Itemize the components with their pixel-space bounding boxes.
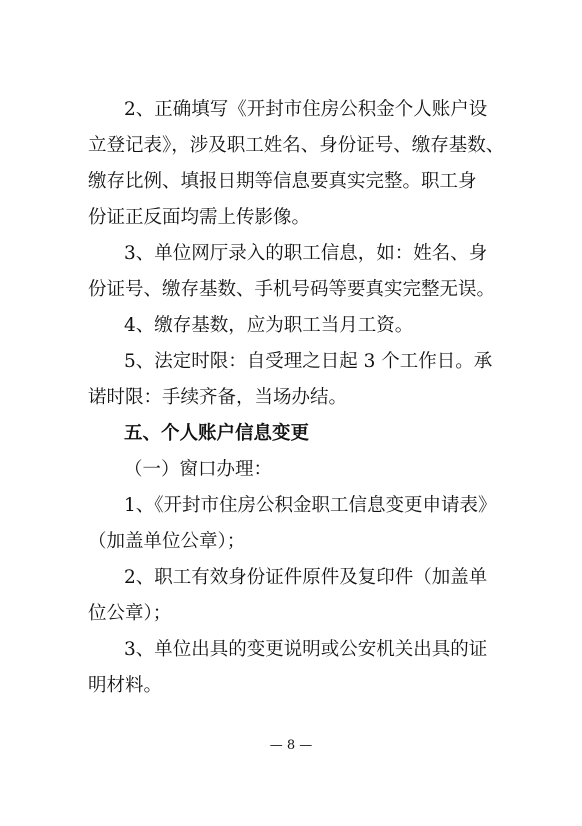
text-line: 份证号、缴存基数、手机号码等要真实完整无误。 — [88, 279, 496, 300]
text-line-item-3-start: 3、单位网厅录入的职工信息，如：姓名、身 — [124, 243, 488, 264]
subsection-heading: （一）窗口办理： — [124, 459, 273, 480]
text-line: 明材料。 — [88, 675, 163, 696]
text-line: 份证正反面均需上传影像。 — [88, 207, 311, 228]
text-line: 缴存比例、填报日期等信息要真实完整。职工身 — [88, 171, 477, 192]
text-line-list-item-3: 3、单位出具的变更说明或公安机关出具的证 — [124, 639, 488, 660]
page-number: — 8 — — [269, 738, 313, 753]
text-line-item-5-start: 5、法定时限：自受理之日起 3 个工作日。承 — [124, 351, 493, 372]
text-line-item-4: 4、缴存基数，应为职工当月工资。 — [124, 315, 414, 336]
text-line: （加盖单位公章）； — [88, 531, 246, 552]
text-line-list-item-1: 1、《开封市住房公积金职工信息变更申请表》 — [124, 495, 497, 516]
text-line-item-2-start: 2、正确填写《开封市住房公积金个人账户设 — [124, 99, 488, 120]
text-line: 立登记表》，涉及职工姓名、身份证号、缴存基数、 — [88, 135, 505, 156]
section-heading: 五、个人账户信息变更 — [124, 423, 310, 444]
text-line-list-item-2: 2、职工有效身份证件原件及复印件（加盖单 — [124, 567, 488, 588]
text-line: 诺时限：手续齐备，当场办结。 — [88, 387, 348, 408]
text-line: 位公章）； — [88, 603, 172, 624]
